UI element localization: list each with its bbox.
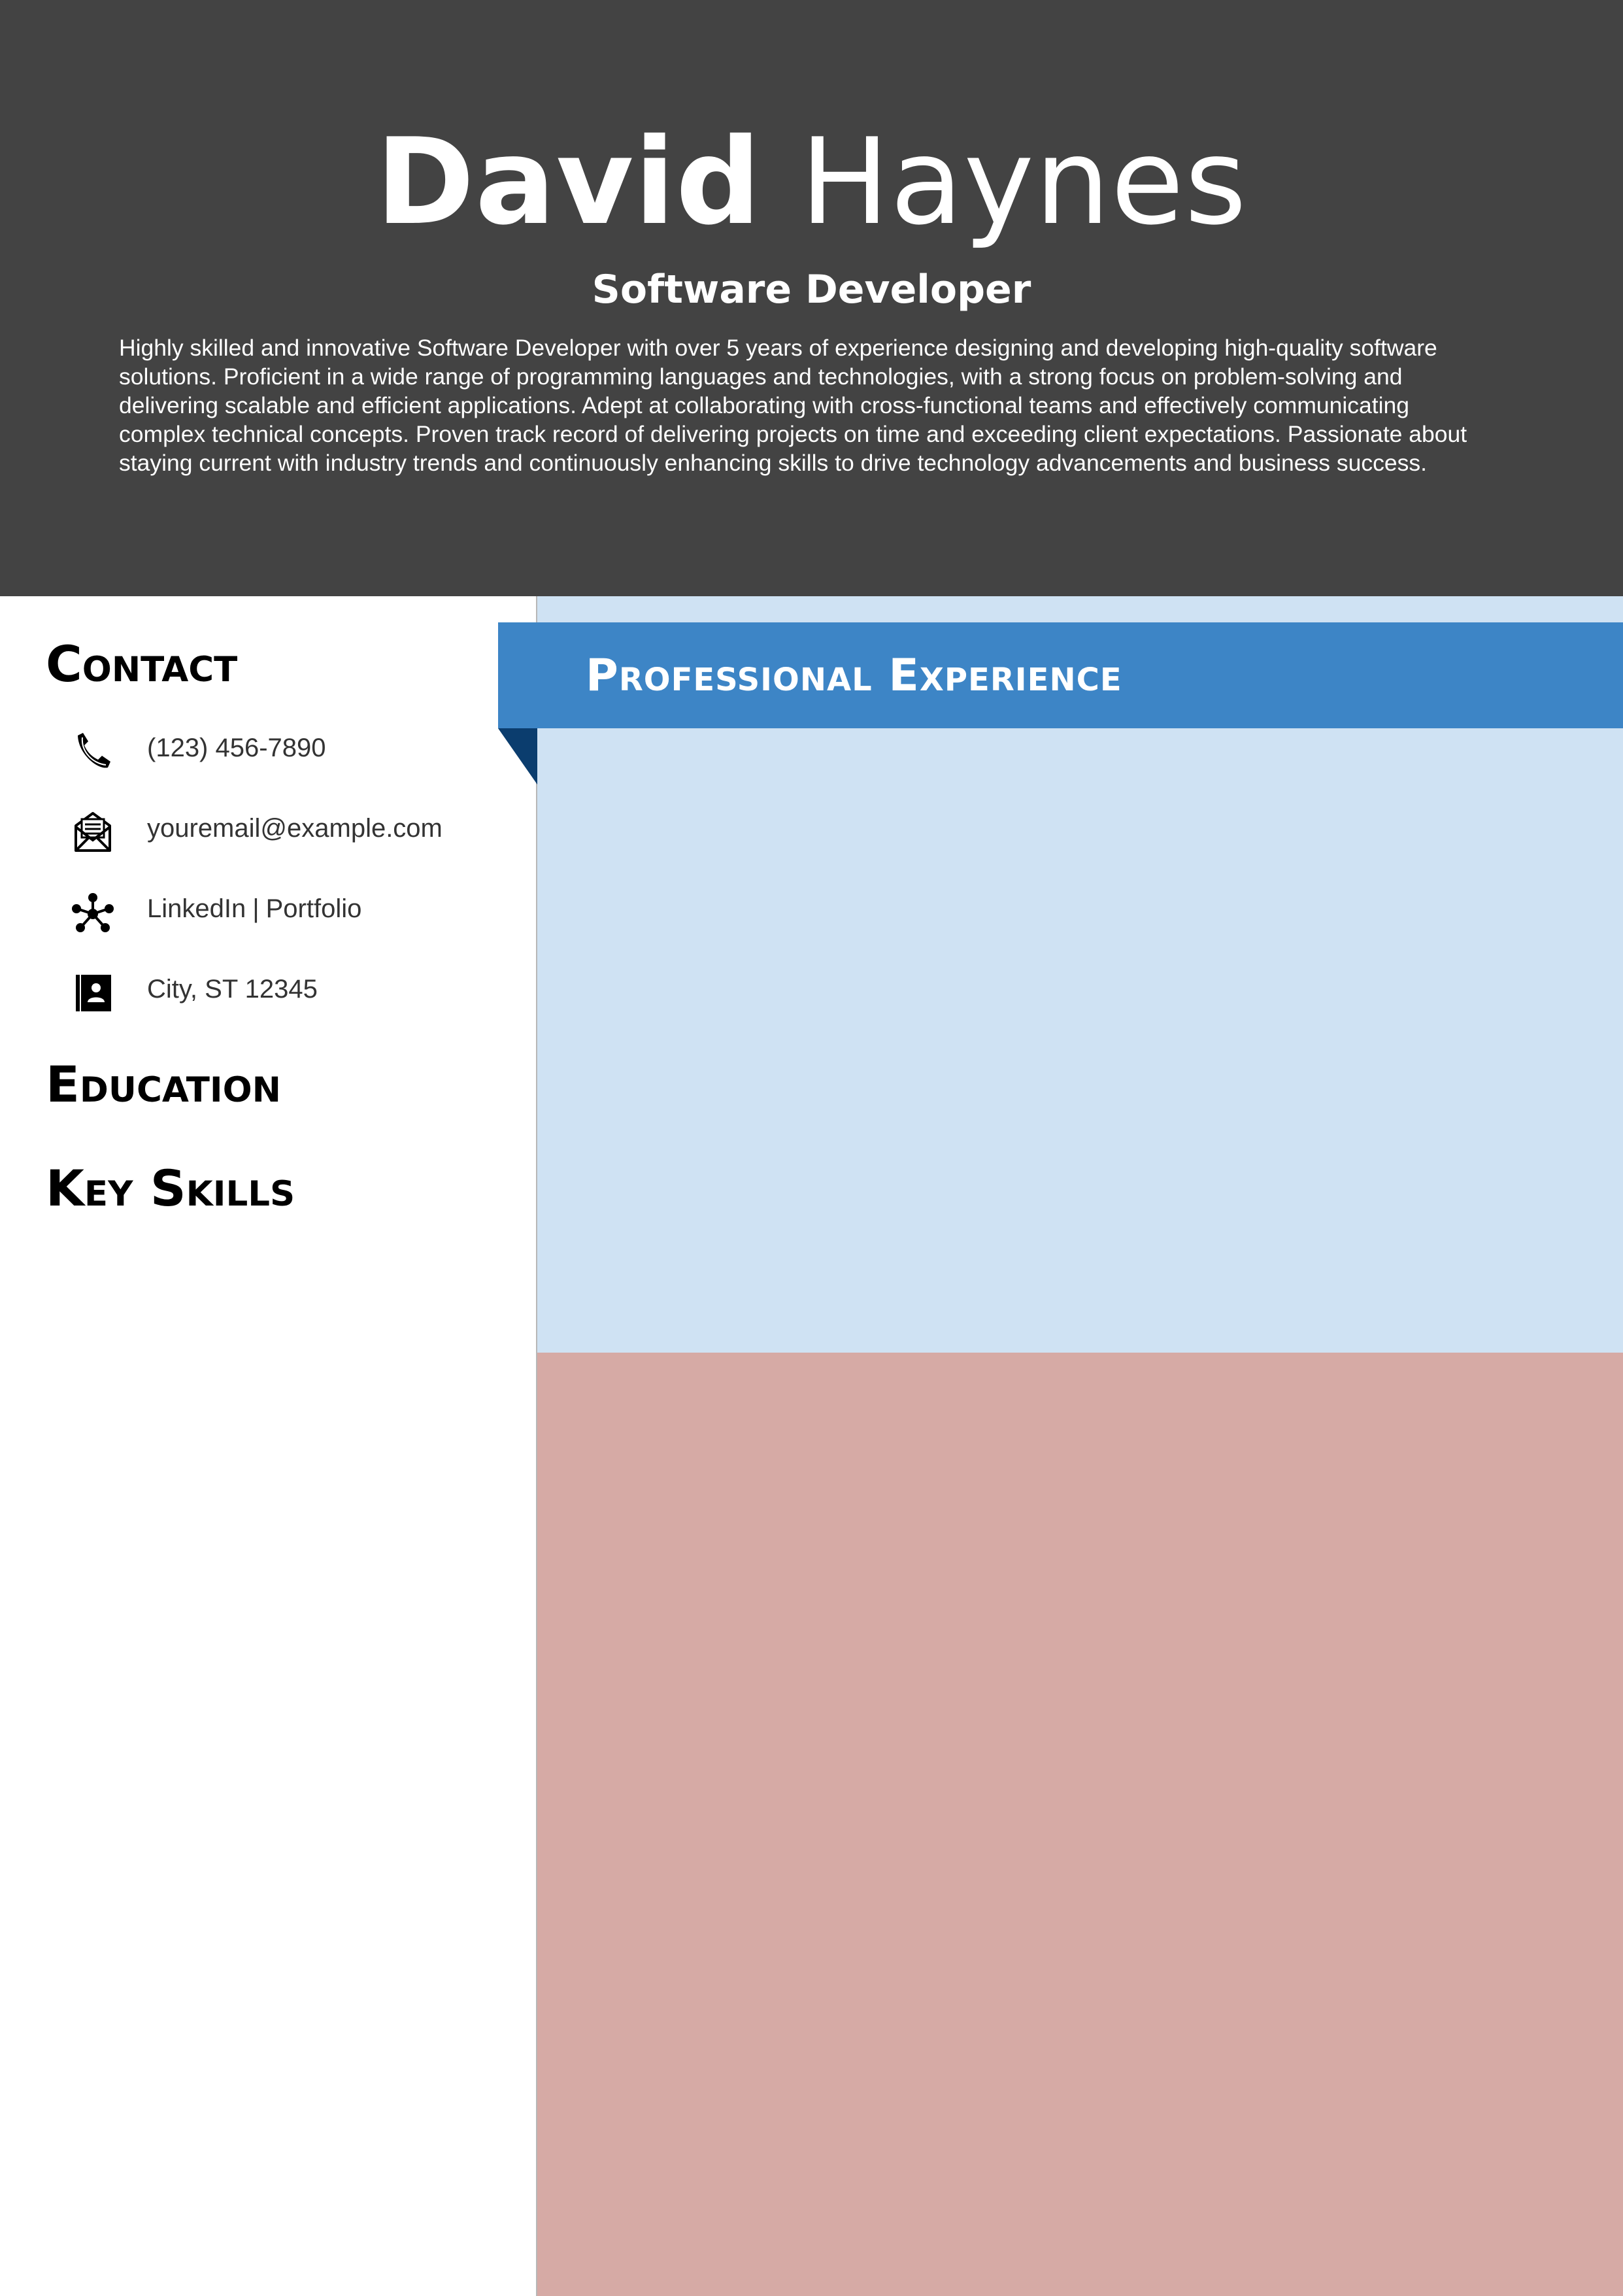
contact-card-icon [72,972,114,1014]
column-divider [536,596,537,2296]
phone-text: (123) 456-7890 [147,734,326,762]
email-icon [72,811,114,853]
last-name: Haynes [799,112,1248,251]
linkedin-link[interactable]: LinkedIn [147,894,246,923]
contact-address [72,967,529,1014]
address-text: City, ST 12345 [147,975,318,1004]
phone-icon [72,731,114,773]
links-text [147,890,361,927]
job-title: Software Developer [592,267,1031,312]
experience-title: Professional Experience [586,650,1122,701]
experience-banner [498,622,1623,728]
contact-title: Contact [46,635,238,693]
main-column-bottom [536,1353,1623,2296]
email-text[interactable]: youremail@example.com [147,814,443,843]
main-column [536,596,1623,2296]
header [0,0,1623,596]
skills-title: Key Skills [46,1159,295,1217]
contact-email [72,806,529,853]
first-name: David [375,112,762,251]
contact-links [72,886,529,934]
link-separator: | [252,894,259,923]
network-icon [72,892,114,934]
portfolio-link[interactable]: Portfolio [265,894,362,923]
candidate-name [0,110,1623,254]
summary: Highly skilled and innovative Software Developer with over 5 years of experience designing and developing high-quality software solutions. Proficient in a wide range of programming languages and technologies, with a strong focus on problem-solving and delivering scalable and efficient applications. Adept at collaborating with cross-functional teams and effectively communicating complex technical concepts. Proven track record of delivering projects on time and exceeding client expectations. Passionate about staying current with industry trends and continuously enhancing skills to drive technology advancements and business success. [119,335,1467,476]
education-title: Education [46,1055,282,1113]
contact-phone [72,726,529,773]
